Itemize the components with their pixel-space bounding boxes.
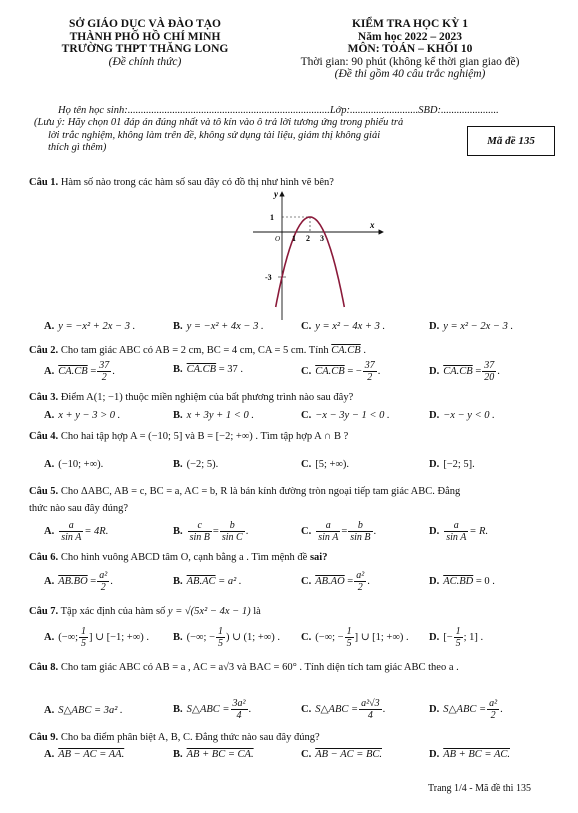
origin-label: O — [275, 235, 281, 243]
x-tick-2: 2 — [306, 234, 310, 243]
q2-option-d[interactable]: D. CA.CB = $\frac{37}{20}$ . — [429, 360, 500, 383]
parabola-graph — [248, 188, 388, 323]
q3-option-b[interactable]: B. x + 3y + 1 < 0 . — [173, 410, 254, 421]
question-5-line-2: thức nào sau đây đúng? — [29, 503, 128, 514]
q6-option-d[interactable]: D. AC.BD = 0 . — [429, 576, 495, 587]
y-tick-minus3: -3 — [265, 273, 272, 282]
q9-option-b[interactable]: B. AB + BC = CA. — [173, 749, 254, 760]
q1-option-b[interactable]: B. y = −x² + 4x − 3 . — [173, 321, 264, 332]
q4-option-c[interactable]: C. [5; +∞). — [301, 459, 350, 470]
q7-option-b[interactable]: B. (−∞; − $\frac{1}{5}$ ) ∪ (1; +∞) . — [173, 626, 281, 649]
question-7: Câu 7. Tập xác định của hàm số y = √(5x² − 4x − 1) là — [29, 606, 261, 617]
note-line-3: thích gì thêm) — [48, 142, 107, 153]
q4-option-d[interactable]: D. [−2; 5]. — [429, 459, 475, 470]
question-5-line-1: Câu 5. Cho ΔABC, AB = c, BC = a, AC = b, R là bán kính đường tròn ngoại tiếp tam giác ABC. Đẳng — [29, 486, 461, 497]
q2-option-a[interactable]: A. CA.CB = $\frac{37}{2}$ . — [44, 360, 115, 383]
q4-option-a[interactable]: A. (−10; +∞). — [44, 459, 104, 470]
q5-option-b[interactable]: B. $\frac{c}{\text{sin B}}$ = $\frac{b}{\text{sin C}}$ . — [173, 520, 249, 543]
note-line-2: lời trắc nghiệm, không làm trên đề, không sử dụng tài liệu, giám thị không giải — [48, 129, 381, 141]
q8-option-d[interactable]: D. S△ABC = $\frac{\text{a²}}{2}$ . — [429, 698, 503, 721]
q6-option-c[interactable]: C. AB.AO = $\frac{\text{a²}}{2}$ . — [301, 570, 370, 593]
y-axis-label: y — [274, 189, 278, 199]
q9-option-c[interactable]: C. AB − AC = BC. — [301, 749, 382, 760]
official-label: (Đề chính thức) — [108, 55, 182, 68]
q8-option-c[interactable]: C. S△ABC = $\frac{\text{a²√3}}{4}$ . — [301, 698, 386, 721]
q8-option-a[interactable]: A. S△ABC = 3a² . — [44, 705, 123, 716]
q7-option-d[interactable]: D. [− $\frac{1}{5}$ ; 1] . — [429, 626, 484, 649]
x-axis-label: x — [370, 220, 375, 230]
question-9: Câu 9. Cho ba điểm phân biệt A, B, C. Đẳng thức nào sau đây đúng? — [29, 732, 320, 743]
function-expression: y = √(5x² − 4x − 1) — [167, 606, 251, 617]
q3-option-c[interactable]: C. −x − 3y − 1 < 0 . — [301, 410, 390, 421]
q1-option-a[interactable]: A. y = −x² + 2x − 3 . — [44, 321, 136, 332]
y-tick-1: 1 — [270, 213, 274, 222]
question-4: Câu 4. Cho hai tập hợp A = (−10; 5] và B = [−2; +∞) . Tìm tập hợp A ∩ B ? — [29, 431, 349, 442]
subject-grade: MÔN: TOÁN – KHỐI 10 — [347, 43, 473, 55]
q6-option-b[interactable]: B. AB.AC = a² . — [173, 576, 242, 587]
sai-keyword: sai? — [309, 552, 328, 563]
dept-line-2: THÀNH PHỐ HỒ CHÍ MINH — [69, 30, 221, 43]
question-3: Câu 3. Điểm A(1; −1) thuộc miền nghiệm của bất phương trình nào sau đây? — [29, 392, 354, 403]
q8-option-b[interactable]: B. S△ABC = $\frac{\text{3a²}}{4}$ . — [173, 698, 252, 721]
school-year: Năm học 2022 – 2023 — [357, 30, 463, 43]
q5-option-d[interactable]: D. $\frac{a}{\text{sin A}}$ = R. — [429, 520, 489, 543]
q2-option-b[interactable]: B. CA.CB = 37 . — [173, 364, 244, 375]
department-header — [20, 18, 270, 68]
question-6: Câu 6. Cho hình vuông ABCD tâm O, cạnh bằng a . Tìm mệnh đề sai? — [29, 552, 328, 563]
note-line-1: (Lưu ý: Hãy chọn 01 đáp án đúng nhất và tô kín vào ô trả lời tương ứng trong phiếu trả — [34, 117, 404, 128]
question-count: (Đề thi gồm 40 câu trắc nghiệm) — [334, 68, 486, 80]
x-tick-1: 1 — [292, 234, 296, 243]
q3-option-a[interactable]: A. x + y − 3 > 0 . — [44, 410, 121, 421]
exam-time: Thời gian: 90 phút (không kể thời gian giao đề) — [300, 55, 520, 68]
school-name: TRƯỜNG THPT THĂNG LONG — [61, 43, 229, 55]
q1-option-c[interactable]: C. y = x² − 4x + 3 . — [301, 321, 386, 332]
exam-title: KIỂM TRA HỌC KỲ 1 — [351, 18, 469, 30]
exam-header — [255, 18, 565, 81]
q3-option-d[interactable]: D. −x − y < 0 . — [429, 410, 495, 421]
q1-option-d[interactable]: D. y = x² − 2x − 3 . — [429, 321, 514, 332]
q9-option-d[interactable]: D. AB + BC = AC. — [429, 749, 510, 760]
exam-code-box: Mã đề 135 — [467, 126, 555, 156]
page-footer: Trang 1/4 - Mã đề thi 135 — [428, 783, 531, 794]
dept-line-1: SỞ GIÁO DỤC VÀ ĐÀO TẠO — [69, 18, 221, 30]
x-tick-3: 3 — [320, 234, 324, 243]
q5-option-a[interactable]: A. $\frac{a}{\text{sin A}}$ = 4R. — [44, 520, 109, 543]
question-8: Câu 8. Cho tam giác ABC có AB = a , AC = a√3 và BAC = 60° . Tính diện tích tam giác ABC theo a . — [29, 662, 459, 673]
q2-option-c[interactable]: C. CA.CB = − $\frac{37}{2}$ . — [301, 360, 381, 383]
q9-option-a[interactable]: A. AB − AC = AA. — [44, 749, 125, 760]
question-2: Câu 2. Cho tam giác ABC có AB = 2 cm, BC = 4 cm, CA = 5 cm. Tính CA.CB . — [29, 345, 366, 356]
q6-option-a[interactable]: A. AB.BO = $\frac{\text{a²}}{2}$ . — [44, 570, 113, 593]
q7-option-c[interactable]: C. (−∞; − $\frac{1}{5}$ ] ∪ [1; +∞) . — [301, 626, 409, 649]
question-text: Hàm số nào trong các hàm số sau đây có đồ thị như hình vẽ bên? — [60, 177, 334, 188]
question-number: Câu 1. — [29, 177, 59, 188]
instruction-note — [34, 117, 464, 155]
q7-option-a[interactable]: A. (−∞; $\frac{1}{5}$ ] ∪ [−1; +∞) . — [44, 626, 149, 649]
student-info-line: Họ tên học sinh:.............................................................................Lớp:..........................SBD:...................... — [58, 105, 499, 116]
q5-option-c[interactable]: C. $\frac{a}{\text{sin A}}$ = $\frac{b}{\text{sin B}}$ . — [301, 520, 377, 543]
q4-option-b[interactable]: B. (−2; 5). — [173, 459, 219, 470]
